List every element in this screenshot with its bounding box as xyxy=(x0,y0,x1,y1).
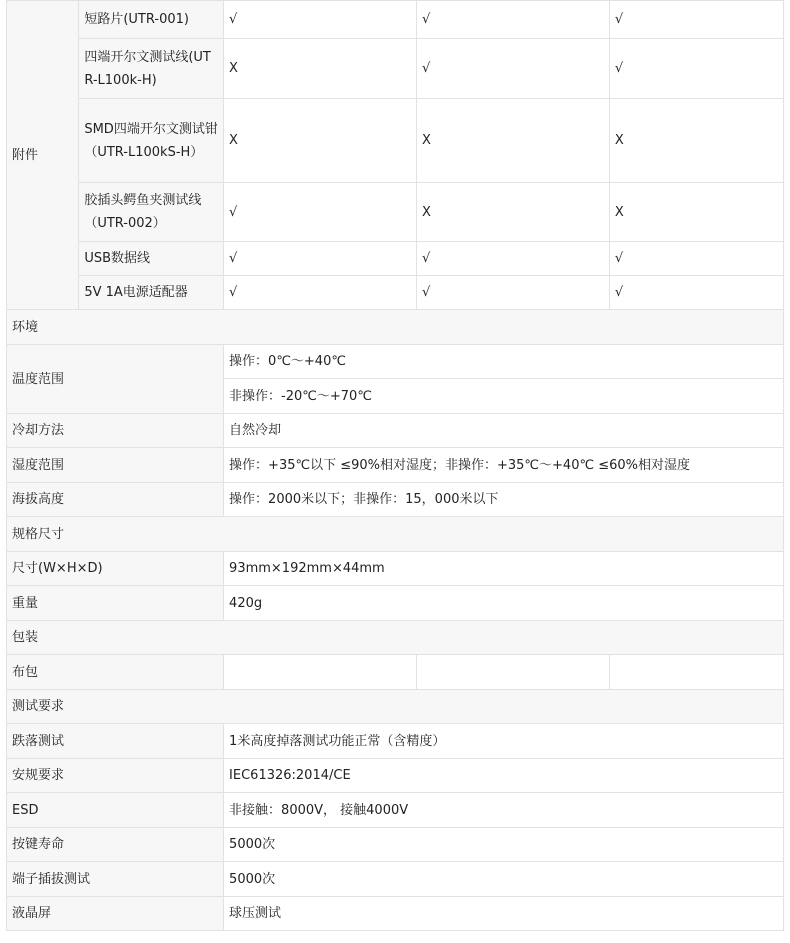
accessory-mark: X xyxy=(224,99,417,183)
weight-label: 重量 xyxy=(7,586,224,621)
cooling-value: 自然冷却 xyxy=(224,414,784,448)
accessory-name: 四端开尔文测试线(UTR-L100k-H) xyxy=(79,39,224,99)
accessory-name: 5V 1A电源适配器 xyxy=(79,276,224,310)
accessory-name: SMD四端开尔文测试钳（UTR-L100kS-H） xyxy=(79,99,224,183)
test-label: 安规要求 xyxy=(7,759,224,793)
section-packaging: 包装 xyxy=(7,621,784,655)
section-header-row xyxy=(7,310,784,345)
table-row xyxy=(7,345,784,379)
table-row xyxy=(7,99,784,183)
temperature-operating: 操作：0℃～+40℃ xyxy=(224,345,784,379)
table-row xyxy=(7,448,784,483)
table-row xyxy=(7,759,784,793)
empty-cell xyxy=(609,655,783,690)
test-label: 端子插拔测试 xyxy=(7,862,224,897)
accessory-mark: √ xyxy=(609,39,783,99)
size-label: 尺寸(W×H×D) xyxy=(7,552,224,586)
accessory-mark: √ xyxy=(224,183,417,242)
table-row xyxy=(7,897,784,931)
table-row xyxy=(7,655,784,690)
accessory-mark: √ xyxy=(224,276,417,310)
table-row xyxy=(7,793,784,828)
table-row xyxy=(7,828,784,862)
table-row xyxy=(7,1,784,39)
spec-table xyxy=(6,0,784,931)
accessory-mark: √ xyxy=(416,242,609,276)
table-row xyxy=(7,862,784,897)
temperature-nonoperating: 非操作：-20℃～+70℃ xyxy=(224,379,784,414)
test-label: 液晶屏 xyxy=(7,897,224,931)
section-specs: 规格尺寸 xyxy=(7,517,784,552)
test-value: 1米高度掉落测试功能正常（含精度） xyxy=(224,724,784,759)
test-label: 跌落测试 xyxy=(7,724,224,759)
table-row xyxy=(7,39,784,99)
section-header-row xyxy=(7,690,784,724)
section-environment: 环境 xyxy=(7,310,784,345)
accessory-mark: √ xyxy=(609,276,783,310)
accessory-name: USB数据线 xyxy=(79,242,224,276)
section-header-row xyxy=(7,517,784,552)
accessory-mark: X xyxy=(609,99,783,183)
test-label: ESD xyxy=(7,793,224,828)
accessory-mark: √ xyxy=(416,1,609,39)
test-value: 5000次 xyxy=(224,862,784,897)
table-row xyxy=(7,242,784,276)
table-row xyxy=(7,724,784,759)
accessory-mark: √ xyxy=(609,242,783,276)
test-value: 5000次 xyxy=(224,828,784,862)
table-row xyxy=(7,276,784,310)
accessory-mark: X xyxy=(416,183,609,242)
accessory-mark: X xyxy=(609,183,783,242)
empty-cell xyxy=(416,655,609,690)
test-value: 球压测试 xyxy=(224,897,784,931)
accessory-mark: √ xyxy=(224,242,417,276)
size-value: 93mm×192mm×44mm xyxy=(224,552,784,586)
test-value: 非接触：8000V， 接触4000V xyxy=(224,793,784,828)
altitude-value: 操作：2000米以下；非操作：15，000米以下 xyxy=(224,483,784,517)
accessory-mark: X xyxy=(224,39,417,99)
humidity-label: 湿度范围 xyxy=(7,448,224,483)
accessory-name: 短路片(UTR-001) xyxy=(79,1,224,39)
accessory-mark: X xyxy=(416,99,609,183)
temperature-label: 温度范围 xyxy=(7,345,224,414)
accessory-mark: √ xyxy=(224,1,417,39)
weight-value: 420g xyxy=(224,586,784,621)
table-row xyxy=(7,586,784,621)
altitude-label: 海拔高度 xyxy=(7,483,224,517)
test-label: 按键寿命 xyxy=(7,828,224,862)
test-value: IEC61326:2014/CE xyxy=(224,759,784,793)
section-tests: 测试要求 xyxy=(7,690,784,724)
accessory-name: 胶插头鳄鱼夹测试线（UTR-002） xyxy=(79,183,224,242)
accessories-label: 附件 xyxy=(7,1,79,310)
table-row xyxy=(7,552,784,586)
table-row xyxy=(7,414,784,448)
empty-cell xyxy=(224,655,417,690)
accessory-mark: √ xyxy=(416,39,609,99)
table-row xyxy=(7,183,784,242)
bag-label: 布包 xyxy=(7,655,224,690)
cooling-label: 冷却方法 xyxy=(7,414,224,448)
accessory-mark: √ xyxy=(609,1,783,39)
humidity-value: 操作：+35℃以下 ≤90%相对湿度；非操作：+35℃～+40℃ ≤60%相对湿度 xyxy=(224,448,784,483)
accessory-mark: √ xyxy=(416,276,609,310)
table-row xyxy=(7,483,784,517)
section-header-row xyxy=(7,621,784,655)
